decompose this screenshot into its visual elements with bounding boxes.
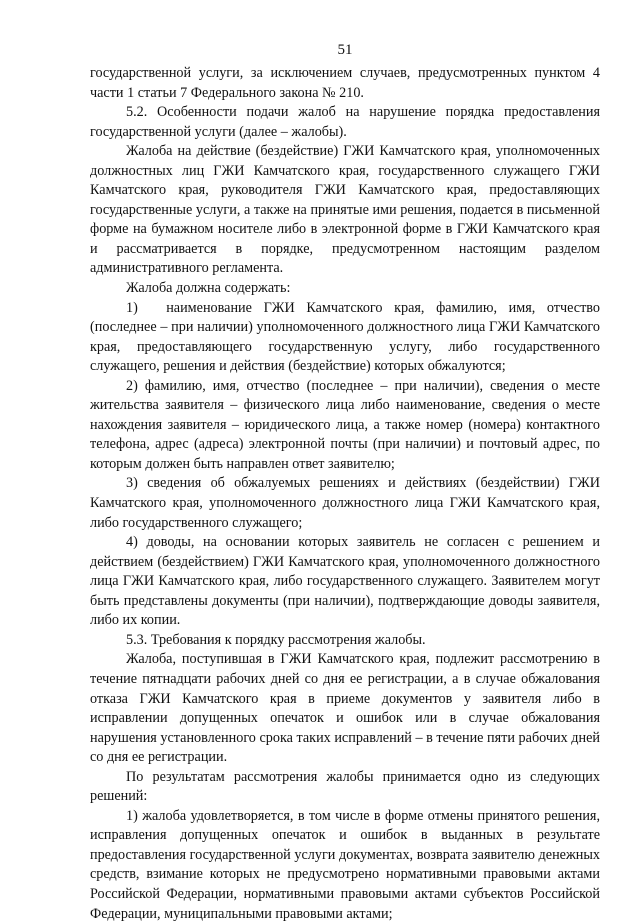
- paragraph: Жалоба, поступившая в ГЖИ Камчатского края, подлежит рассмотрению в течение пятнадцати рабочих дней со дня ее регистрации, а в случае обжалования отказа ГЖИ Камчатского края в приеме документов у заявителя либо в исправлении допущенных опечаток и ошибок или в случае обжалования нарушения установленного срока таких исправлений – в течение пяти рабочих дней со дня ее регистрации.: [90, 651, 600, 766]
- document-body: [90, 64, 600, 924]
- paragraph: Жалоба должна содержать:: [126, 280, 291, 297]
- paragraph: 2) фамилию, имя, отчество (последнее – при наличии), сведения о месте жительства заявителя – физического лица либо наименование, сведения о месте нахождения заявителя – юридического лица, а также номер (номера) контактного телефона, адрес (адреса) электронной почты (при наличии) и почтовый адрес, по которым должен быть направлен ответ заявителю;: [90, 377, 600, 472]
- page-number: 51: [337, 42, 353, 58]
- paragraph: 3) сведения об обжалуемых решениях и действиях (бездействии) ГЖИ Камчатского края, уполномоченного должностного лица ГЖИ Камчатского края, либо государственного служащего;: [90, 475, 600, 531]
- paragraph: 5.2. Особенности подачи жалоб на нарушение порядка предоставления государственной услуги (далее – жалобы).: [90, 104, 600, 140]
- paragraph: 1) жалоба удовлетворяется, в том числе в форме отмены принятого решения, исправления допущенных опечаток и ошибок в выданных в результате предоставления государственной услуги документах, возврата заявителю денежных средств, взимание которых не предусмотрено нормативными правовыми актами Российской Федерации, нормативными правовыми актами субъектов Российской Федерации, муниципальными правовыми актами;: [90, 807, 600, 922]
- paragraph: государственной услуги, за исключением случаев, предусмотренных пунктом 4 части 1 статьи 7 Федерального закона № 210.: [90, 65, 600, 101]
- document-page: [90, 40, 600, 924]
- paragraph: 4) доводы, на основании которых заявитель не согласен с решением и действием (бездействием) ГЖИ Камчатского края, уполномоченного должностного лица ГЖИ Камчатского края, либо государственного служащего. Заявителем могут быть представлены документы (при наличии), подтверждающие доводы заявителя, либо их копии.: [90, 534, 600, 629]
- paragraph: 5.3. Требования к порядку рассмотрения жалобы.: [126, 631, 426, 648]
- paragraph: По результатам рассмотрения жалобы принимается одно из следующих решений:: [90, 768, 600, 805]
- paragraph: 1) наименование ГЖИ Камчатского края, фамилию, имя, отчество (последнее – при наличии) уполномоченного должностного лица ГЖИ Камчатского края, предоставляющего государственную услугу, либо государственного служащего, решения и действия (бездействие) которых обжалуются;: [90, 299, 600, 375]
- paragraph: Жалоба на действие (бездействие) ГЖИ Камчатского края, уполномоченных должностных лиц ГЖИ Камчатского края, государственного служащего ГЖИ Камчатского края, руководителя ГЖИ Камчатского края, предоставляющих государственные услуги, а также на принятые ими решения, подается в письменной форме на бумажном носителе либо в электронной форме в ГЖИ Камчатского края и рассматривается в порядке, предусмотренном настоящим разделом административного регламента.: [90, 143, 600, 277]
